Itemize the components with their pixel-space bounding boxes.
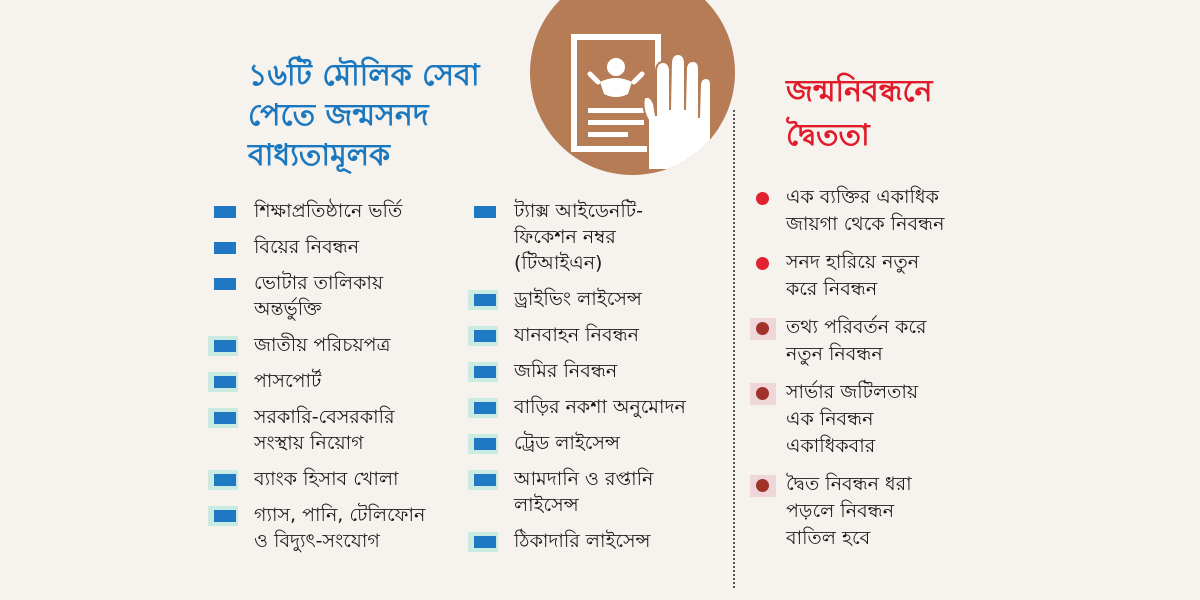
service-label: ভোটার তালিকায় bbox=[254, 272, 384, 294]
services-title-line2: পেতে জন্মসনদ bbox=[248, 98, 429, 133]
service-label: ড্রাইভিং লাইসেন্স bbox=[514, 288, 642, 310]
list-item bbox=[210, 368, 475, 394]
blue-square-bullet-icon bbox=[214, 340, 236, 352]
blue-square-bullet-icon bbox=[474, 206, 496, 218]
list-item bbox=[470, 198, 735, 276]
service-label: জাতীয় পরিচয়পত্র bbox=[254, 334, 391, 356]
list-item bbox=[210, 466, 475, 492]
dot-bullet-icon bbox=[756, 322, 769, 335]
service-label: লাইসেন্স bbox=[514, 494, 579, 516]
list-item bbox=[470, 528, 735, 554]
service-label: অন্তর্ভুক্তি bbox=[254, 298, 322, 320]
service-label: শিক্ষাপ্রতিষ্ঠানে ভর্তি bbox=[254, 200, 403, 222]
blue-square-bullet-icon bbox=[214, 474, 236, 486]
list-item bbox=[752, 184, 1012, 238]
list-item bbox=[470, 358, 735, 384]
duplication-list bbox=[752, 184, 1012, 563]
service-label: ব্যাংক হিসাব খোলা bbox=[254, 468, 399, 490]
blue-square-bullet-icon bbox=[214, 510, 236, 522]
duplication-label: এক ব্যক্তির একাধিক bbox=[786, 186, 939, 208]
dot-bullet-icon bbox=[756, 257, 769, 270]
list-item bbox=[470, 466, 735, 518]
service-label: সংস্থায় নিয়োগ bbox=[254, 432, 364, 454]
list-item bbox=[210, 198, 475, 224]
service-label: ফিকেশন নম্বর bbox=[514, 226, 616, 248]
blue-square-bullet-icon bbox=[214, 412, 236, 424]
duplication-label: তথ্য পরিবর্তন করে bbox=[786, 316, 927, 338]
duplication-label: বাতিল হবে bbox=[786, 527, 871, 549]
services-column-1 bbox=[210, 198, 475, 564]
duplication-title bbox=[786, 70, 1086, 158]
list-item bbox=[210, 502, 475, 554]
list-item bbox=[210, 234, 475, 260]
duplication-label: একাধিকবার bbox=[786, 435, 876, 457]
blue-square-bullet-icon bbox=[214, 242, 236, 254]
blue-square-bullet-icon bbox=[214, 206, 236, 218]
service-label: ও বিদ্যুৎ-সংযোগ bbox=[254, 530, 380, 552]
dotted-divider bbox=[733, 110, 735, 588]
duplication-title-line2: দ্বৈততা bbox=[786, 118, 870, 153]
blue-square-bullet-icon bbox=[474, 366, 496, 378]
dot-bullet-icon bbox=[756, 479, 769, 492]
duplication-label: পড়লে নিবন্ধন bbox=[786, 500, 895, 522]
services-title bbox=[248, 56, 538, 176]
duplication-label: জায়গা থেকে নিবন্ধন bbox=[786, 213, 945, 235]
list-item bbox=[752, 379, 1012, 460]
duplication-label: নতুন নিবন্ধন bbox=[786, 343, 883, 365]
list-item bbox=[210, 404, 475, 456]
list-item bbox=[210, 270, 475, 322]
duplication-label: এক নিবন্ধন bbox=[786, 408, 874, 430]
service-label: সরকারি-বেসরকারি bbox=[254, 406, 395, 428]
service-label: গ্যাস, পানি, টেলিফোন bbox=[254, 504, 426, 526]
duplication-label: সনদ হারিয়ে নতুন bbox=[786, 251, 920, 273]
duplication-label: করে নিবন্ধন bbox=[786, 278, 878, 300]
service-label: (টিআইএন) bbox=[514, 252, 603, 274]
list-item bbox=[470, 322, 735, 348]
duplication-title-line1: জন্মনিবন্ধনে bbox=[786, 74, 933, 109]
birth-certificate-hand-icon bbox=[530, 0, 735, 175]
duplication-label: দ্বৈত নিবন্ধন ধরা bbox=[786, 473, 912, 495]
blue-square-bullet-icon bbox=[474, 294, 496, 306]
service-label: পাসপোর্ট bbox=[254, 370, 322, 392]
list-item bbox=[210, 332, 475, 358]
service-label: বিয়ের নিবন্ধন bbox=[254, 236, 360, 258]
service-label: ট্যাক্স আইডেনটি- bbox=[514, 200, 644, 222]
dot-bullet-icon bbox=[756, 192, 769, 205]
list-item bbox=[752, 249, 1012, 303]
duplication-label: সার্ভার জটিলতায় bbox=[786, 381, 919, 403]
service-label: ঠিকাদারি লাইসেন্স bbox=[514, 530, 651, 552]
list-item bbox=[470, 430, 735, 456]
service-label: ট্রেড লাইসেন্স bbox=[514, 432, 620, 454]
services-title-line3: বাধ্যতামূলক bbox=[248, 138, 391, 173]
list-item bbox=[752, 471, 1012, 552]
blue-square-bullet-icon bbox=[474, 438, 496, 450]
dot-bullet-icon bbox=[756, 387, 769, 400]
list-item bbox=[752, 314, 1012, 368]
blue-square-bullet-icon bbox=[214, 376, 236, 388]
service-label: বাড়ির নকশা অনুমোদন bbox=[514, 396, 686, 418]
blue-square-bullet-icon bbox=[474, 474, 496, 486]
list-item bbox=[470, 286, 735, 312]
services-column-2 bbox=[470, 198, 735, 564]
services-title-line1: ১৬টি মৌলিক সেবা bbox=[248, 58, 480, 93]
blue-square-bullet-icon bbox=[474, 330, 496, 342]
service-label: যানবাহন নিবন্ধন bbox=[514, 324, 639, 346]
service-label: আমদানি ও রপ্তানি bbox=[514, 468, 654, 490]
blue-square-bullet-icon bbox=[214, 278, 236, 290]
service-label: জমির নিবন্ধন bbox=[514, 360, 618, 382]
blue-square-bullet-icon bbox=[474, 402, 496, 414]
list-item bbox=[470, 394, 735, 420]
blue-square-bullet-icon bbox=[474, 536, 496, 548]
